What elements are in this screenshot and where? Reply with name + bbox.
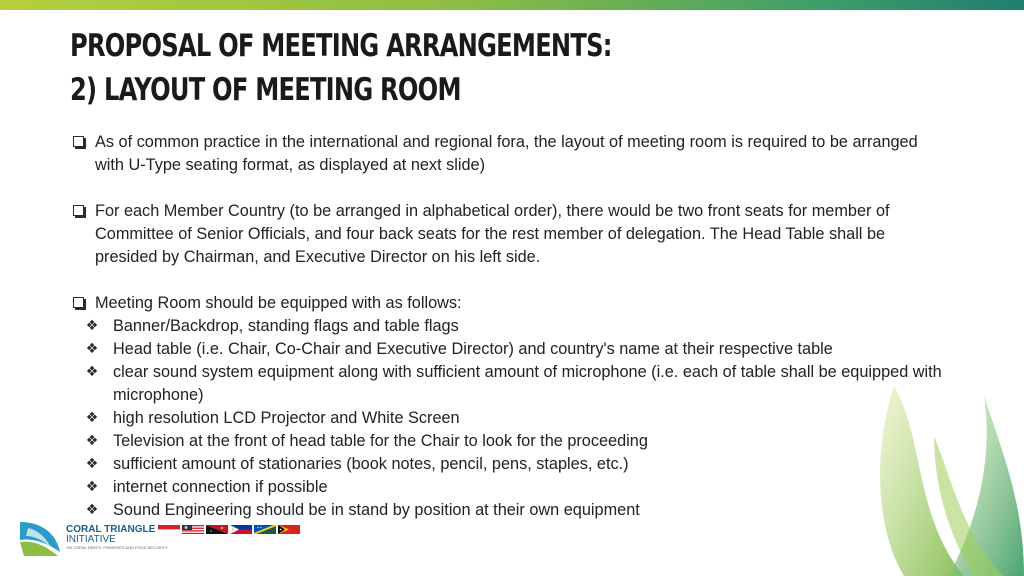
four-diamond-icon: ❖ (85, 479, 99, 495)
logo-name-line1: CORAL TRIANGLE (66, 524, 156, 535)
slide-title-line1: PROPOSAL OF MEETING ARRANGEMENTS: (70, 28, 612, 64)
equipment-text: clear sound system equipment along with sufficient amount of microphone (i.e. each of table shall be equipped with microphone) (113, 363, 942, 404)
four-diamond-icon: ❖ (85, 456, 99, 472)
equipment-item (70, 315, 950, 338)
square-checkbox-icon (73, 205, 84, 216)
logo-tagline: ON CORAL REEFS, FISHERIES AND FOOD SECURITY (66, 545, 168, 550)
equipment-item (70, 430, 950, 453)
four-diamond-icon: ❖ (85, 341, 99, 357)
logo-wordmark (66, 525, 155, 545)
bullet-text: For each Member Country (to be arranged in alphabetical order), there would be two front seats for member of Committee of Senior Officials, and four back seats for the rest member of delegation. The Head Table shall be presided by Chairman, and Executive Director on his left side. (95, 202, 890, 266)
coral-triangle-logo (16, 518, 306, 558)
coral-triangle-logo-mark (16, 518, 62, 558)
philippines-flag-icon (230, 525, 252, 534)
papua-new-guinea-flag-icon (206, 525, 228, 534)
equipment-text: Head table (i.e. Chair, Co-Chair and Executive Director) and country's name at their respective table (113, 340, 833, 358)
equipment-item (70, 361, 950, 407)
equipment-item (70, 407, 950, 430)
corner-leaf-decoration (854, 376, 1024, 576)
timor-leste-flag-icon (278, 525, 300, 534)
logo-name-line2: INITIATIVE (66, 534, 116, 545)
bullet-item (70, 200, 950, 269)
slide-title (70, 24, 612, 112)
four-diamond-icon: ❖ (85, 318, 99, 334)
equipment-text: Sound Engineering should be in stand by position at their own equipment (113, 501, 640, 519)
equipment-text: sufficient amount of stationaries (book notes, pencil, pens, staples, etc.) (113, 455, 629, 473)
equipment-item (70, 476, 950, 499)
top-accent-bar (0, 0, 1024, 10)
slide-title-line2: 2) LAYOUT OF MEETING ROOM (70, 72, 461, 108)
bullet-item (70, 131, 950, 177)
slide-body (70, 131, 950, 522)
malaysia-flag-icon (182, 525, 204, 534)
bullet-text: Meeting Room should be equipped with as follows: (95, 294, 462, 312)
equipment-text: Banner/Backdrop, standing flags and table flags (113, 317, 459, 335)
equipment-text: high resolution LCD Projector and White Screen (113, 409, 460, 427)
bullet-text: As of common practice in the international and regional fora, the layout of meeting room is required to be arranged with U-Type seating format, as displayed at next slide) (95, 133, 918, 174)
equipment-list (70, 315, 950, 522)
equipment-item (70, 338, 950, 361)
four-diamond-icon: ❖ (85, 433, 99, 449)
square-checkbox-icon (73, 297, 84, 308)
four-diamond-icon: ❖ (85, 502, 99, 518)
square-checkbox-icon (73, 136, 84, 147)
bullet-item (70, 292, 950, 315)
four-diamond-icon: ❖ (85, 364, 99, 380)
four-diamond-icon: ❖ (85, 410, 99, 426)
equipment-item (70, 453, 950, 476)
indonesia-flag-icon (158, 525, 180, 534)
equipment-text: Television at the front of head table for the Chair to look for the proceeding (113, 432, 648, 450)
equipment-text: internet connection if possible (113, 478, 328, 496)
solomon-islands-flag-icon (254, 525, 276, 534)
